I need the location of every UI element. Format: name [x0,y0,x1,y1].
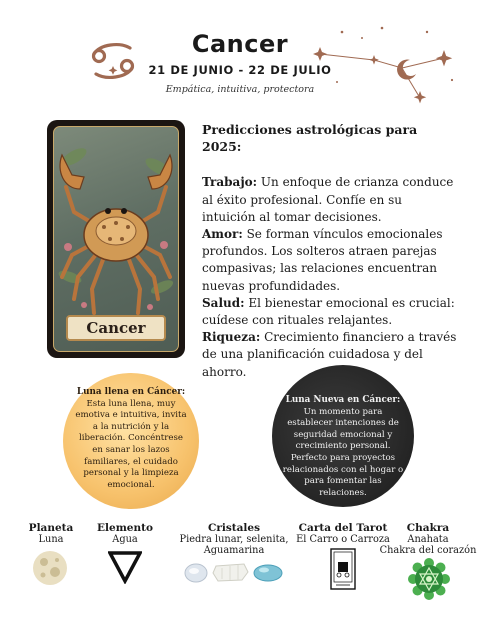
zodiac-card [47,120,185,358]
crystals-value-line1: Piedra lunar, selenita, [179,534,289,545]
predictions-section [202,121,458,381]
moon-icon [32,550,68,586]
traits-subtitle: Empática, intuitiva, protectora [165,84,315,95]
tarot-block [296,523,390,545]
crystals-label: Cristales [207,522,261,534]
crystals-value-line2: Aguamarina [203,545,265,556]
element-label: Elemento [97,522,153,534]
prediction-work: Trabajo: Un enfoque de crianza conduce al éxito profesional. Confíe en su intuición al tomar decisiones. [202,175,454,224]
date-range: 21 DE JUNIO - 22 DE JULIO [148,63,332,77]
chakra-value-line2: Chakra del corazón [379,545,477,556]
tarot-label: Carta del Tarot [298,522,388,534]
heart-chakra-icon [408,558,450,600]
element-value: Agua [112,534,138,545]
chakra-label: Chakra [406,522,450,534]
tarot-value: El Carro o Carroza [296,534,390,545]
predictions-heading: Predicciones astrológicas para 2025: [202,122,418,155]
element-block [92,523,158,545]
crystals-block [178,523,290,556]
new-moon-title: Luna Nueva en Cáncer: [285,395,401,405]
page-title: Cancer [191,30,289,58]
chakra-block [378,523,478,556]
prediction-health: Salud: El bienestar emocional es crucial: cuídese con rituales relajantes. [202,295,455,328]
full-moon-circle [63,373,199,509]
new-moon-circle [272,365,414,507]
water-triangle-icon [108,550,142,584]
planet-label: Planeta [28,522,74,534]
card-artwork [53,126,179,352]
prediction-wealth: Riqueza: Crecimiento financiero a través de una planificación cuidadosa y del ahorro. [202,330,457,379]
full-moon-title: Luna llena en Cáncer: [76,387,186,397]
planet-value: Luna [38,534,64,545]
tarot-card-icon [330,548,356,590]
new-moon-text: Un momento para establecer intenciones de seguridad emocional y crecimiento personal. Perfecto para proyectos relacionados con el hogar o para fomentar las relaciones. [282,406,404,498]
full-moon-text: Esta luna llena, muy emotiva e intuitiva, invita a la nutrición y la liberación. Concéntrese en sanar los lazos familiares, el cuidado personal y la limpieza emocional. [75,398,187,490]
planet-block [22,523,80,545]
crystals-icon [182,560,286,586]
card-label: Cancer [66,315,166,341]
chakra-value-line1: Anahata [407,534,449,545]
prediction-love: Amor: Se forman vínculos emocionales profundos. Los solteros atraen parejas compasivas; las relaciones encuentran nuevas profundidades. [202,227,443,293]
